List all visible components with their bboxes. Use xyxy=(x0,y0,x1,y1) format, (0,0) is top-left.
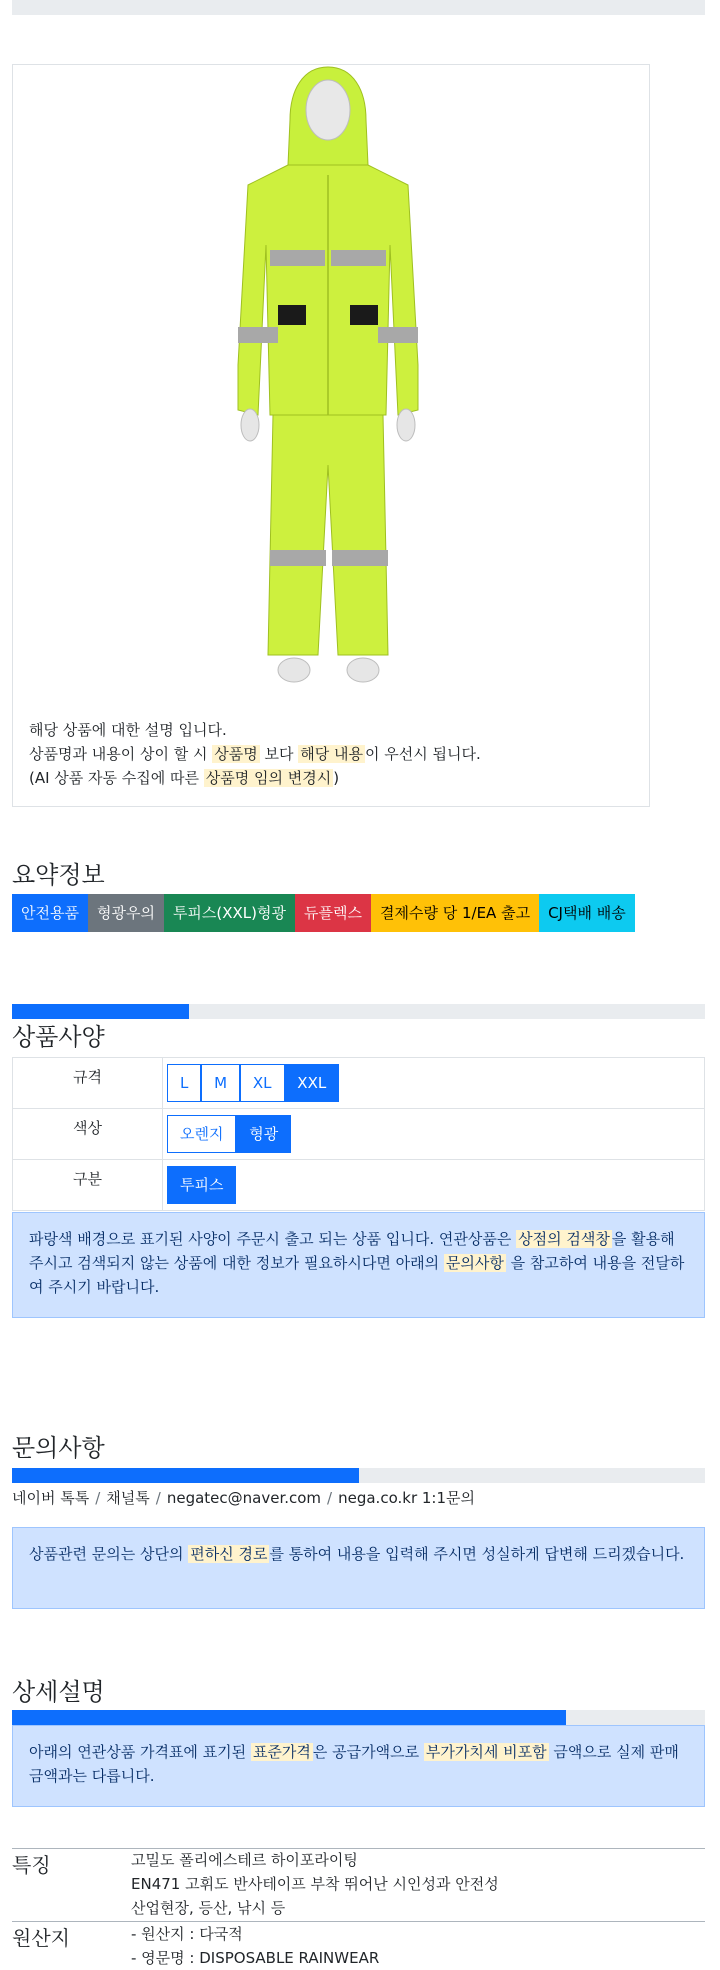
highlight-mark: 상품명 xyxy=(214,745,258,763)
spec-options-size xyxy=(163,1058,705,1109)
highlight-mark: 문의사항 xyxy=(445,1254,504,1272)
notice-text: 파랑색 배경으로 표기된 사양이 주문시 출고 되는 상품 입니다. 연관상품은 xyxy=(29,1230,517,1248)
notice-text: 금액으로 실제 판매금액과는 다릅니다. xyxy=(29,1743,679,1785)
option-type-twopiece[interactable]: 투피스 xyxy=(167,1166,236,1204)
spec-label-size: 규격 xyxy=(13,1058,163,1109)
inquiry-progress-bar xyxy=(12,1468,705,1483)
highlight-mark: 표준가격 xyxy=(252,1743,311,1761)
features-list xyxy=(131,1848,499,1920)
highlight-mark: 해당 내용 xyxy=(300,745,363,763)
detail-progress-fill xyxy=(12,1710,566,1725)
detail-notice xyxy=(12,1725,705,1807)
desc-text: ) xyxy=(333,769,340,787)
inquiry-notice xyxy=(12,1527,705,1609)
spec-table xyxy=(12,1057,705,1211)
channel-site-inquiry[interactable]: nega.co.kr 1:1문의 xyxy=(338,1489,475,1507)
spec-row-size xyxy=(13,1058,705,1109)
origin-list xyxy=(131,1922,379,1970)
origin-label: 원산지 xyxy=(12,1926,70,1950)
specs-title: 상품사양 xyxy=(12,1023,105,1051)
summary-title: 요약정보 xyxy=(12,861,105,889)
channel-email[interactable]: negatec@naver.com xyxy=(166,1489,322,1507)
option-size-xl[interactable]: XL xyxy=(240,1064,285,1102)
feature-item: 고밀도 폴리에스테르 하이포라이팅 xyxy=(131,1851,358,1869)
spec-row-type xyxy=(13,1160,705,1211)
option-size-m[interactable]: M xyxy=(201,1064,240,1102)
desc-text: 이 우선시 됩니다. xyxy=(364,745,481,763)
notice-text: 은 공급가액으로 xyxy=(312,1743,424,1761)
separator: / xyxy=(327,1489,333,1507)
top-progress-bar xyxy=(12,0,705,15)
raincoat-suit-image xyxy=(208,65,448,695)
option-color-orange[interactable]: 오렌지 xyxy=(167,1115,236,1153)
channel-naver-talk[interactable]: 네이버 톡톡 xyxy=(12,1489,90,1507)
origin-item: - 원산지 : 다국적 xyxy=(131,1925,243,1943)
badge-type: 형광우의 xyxy=(88,894,164,932)
desc-text: 상품명과 내용이 상이 할 시 xyxy=(29,745,213,763)
product-card xyxy=(12,64,650,807)
spec-options-type xyxy=(163,1160,705,1211)
detail-title: 상세설명 xyxy=(12,1678,105,1706)
desc-text: (AI 상품 자동 수집에 따른 xyxy=(29,769,204,787)
notice-text: 을 활용해 주시고 검색되지 않는 상품에 대한 정보가 필요하시다면 아래의 xyxy=(29,1230,675,1272)
feature-item: 산업현장, 등산, 낚시 등 xyxy=(131,1899,286,1917)
contact-channels xyxy=(12,1487,475,1508)
separator: / xyxy=(95,1489,101,1507)
highlight-mark: 부가가치세 비포함 xyxy=(425,1743,547,1761)
badge-brand: 듀플렉스 xyxy=(295,894,371,932)
desc-text: 보다 xyxy=(259,745,299,763)
inquiry-progress-fill xyxy=(12,1468,359,1483)
highlight-mark: 상점의 검색창 xyxy=(518,1230,610,1248)
badge-quantity: 결제수량 당 1/EA 출고 xyxy=(371,894,539,932)
option-color-fluorescent[interactable]: 형광 xyxy=(236,1115,291,1153)
origin-item: - 영문명 : DISPOSABLE RAINWEAR xyxy=(131,1949,380,1967)
inquiry-title: 문의사항 xyxy=(12,1434,105,1462)
option-size-xxl[interactable]: XXL xyxy=(284,1064,339,1102)
option-size-l[interactable]: L xyxy=(167,1064,201,1102)
detail-progress-bar xyxy=(12,1710,705,1725)
product-description xyxy=(29,718,481,790)
feature-item: EN471 고휘도 반사테이프 부착 뛰어난 시인성과 안전성 xyxy=(131,1875,499,1893)
desc-line-2 xyxy=(29,742,481,766)
spec-label-type: 구분 xyxy=(13,1160,163,1211)
summary-badges xyxy=(12,894,635,932)
spec-options-color xyxy=(163,1109,705,1160)
features-label: 특징 xyxy=(12,1853,51,1877)
desc-line-1: 해당 상품에 대한 설명 입니다. xyxy=(29,721,227,739)
badge-category: 안전용품 xyxy=(12,894,88,932)
spec-row-color xyxy=(13,1109,705,1160)
spec-label-color: 색상 xyxy=(13,1109,163,1160)
notice-text: 상품관련 문의는 상단의 xyxy=(29,1545,189,1563)
channel-channeltalk[interactable]: 채널톡 xyxy=(106,1489,150,1507)
notice-text: 아래의 연관상품 가격표에 표기된 xyxy=(29,1743,251,1761)
badge-variant: 투피스(XXL)형광 xyxy=(164,894,295,932)
badge-shipping: CJ택배 배송 xyxy=(539,894,635,932)
highlight-mark: 편하신 경로 xyxy=(190,1545,268,1563)
notice-text: 를 통하여 내용을 입력해 주시면 성실하게 답변해 드리겠습니다. xyxy=(269,1545,685,1563)
specs-notice xyxy=(12,1212,705,1318)
separator: / xyxy=(155,1489,161,1507)
highlight-mark: 상품명 임의 변경시 xyxy=(205,769,332,787)
specs-progress-bar xyxy=(12,1004,705,1019)
desc-line-3 xyxy=(29,766,481,790)
notice-text: 을 참고하여 내용을 전달하여 주시기 바랍니다. xyxy=(29,1254,685,1296)
